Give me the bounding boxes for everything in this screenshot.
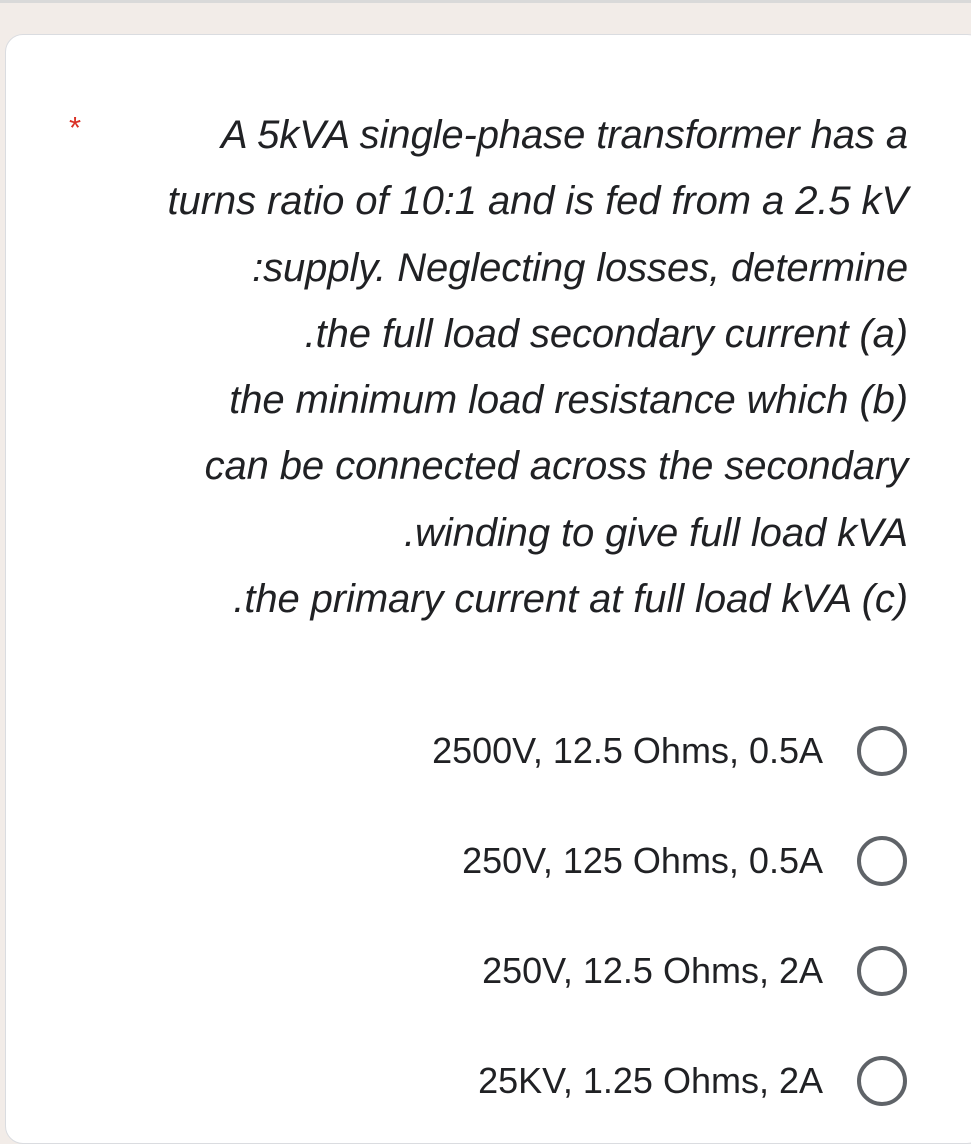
answer-option-3[interactable] [347,916,907,1026]
question-line: .the primary current at full load kVA (c) [233,577,908,622]
answer-option-1[interactable] [347,696,907,806]
question-line: A 5kVA single-phase transformer has a [220,113,908,157]
answer-option-label: 25KV, 1.25 Ohms, 2A [478,1060,823,1101]
answer-option-label: 250V, 125 Ohms, 0.5A [462,840,823,881]
question-text [100,102,908,632]
question-line: .winding to give full load kVA [404,510,908,555]
answer-option-label: 2500V, 12.5 Ohms, 0.5A [432,730,823,771]
top-divider [0,0,971,3]
radio-button[interactable] [857,1056,907,1106]
question-line: .the full load secondary current (a) [304,311,908,356]
question-line: :supply. Neglecting losses, determine [252,245,908,290]
question-line: turns ratio of 10:1 and is fed from a 2.5 kV [167,179,908,224]
answer-option-label: 250V, 12.5 Ohms, 2A [482,950,823,991]
question-line: can be connected across the secondary [204,444,908,489]
answer-options [347,700,907,1136]
answer-option-2[interactable] [347,806,907,916]
required-indicator: * [69,110,82,145]
radio-button[interactable] [857,726,907,776]
answer-option-4[interactable] [347,1026,907,1136]
radio-button[interactable] [857,946,907,996]
question-line: the minimum load resistance which (b) [229,378,908,423]
radio-button[interactable] [857,836,907,886]
